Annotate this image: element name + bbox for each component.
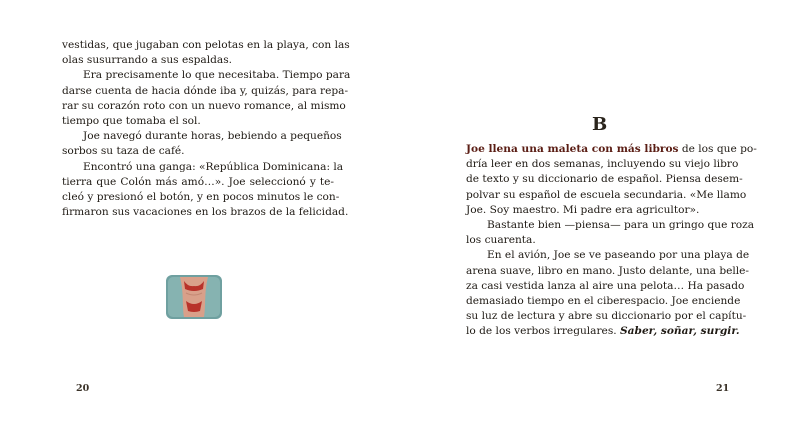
swimsuit-illustration: [164, 273, 224, 321]
text-line: de texto y su diccionario de español. Piensa desem-: [466, 173, 743, 186]
right-page: [400, 0, 800, 421]
left-page-text: [62, 38, 351, 220]
page-number: 20: [76, 383, 90, 394]
text-line: Joe. Soy maestro. Mi padre era agricultor».: [466, 203, 700, 216]
text-line: cleó y presionó el botón, y en pocos minutos le con-: [62, 191, 340, 204]
text-line: darse cuenta de hacia dónde iba y, quizás, para repa-: [62, 84, 349, 97]
page-number: 21: [716, 383, 730, 394]
text-line: polvar su español de escuela secundaria. «Me llamo: [466, 188, 747, 201]
text-line: su luz de lectura y abre su diccionario por el capítu-: [466, 310, 747, 323]
text-line: arena suave, libro en mano. Justo delante, una belle-: [466, 264, 750, 277]
text-line: olas susurrando a sus espaldas.: [62, 54, 233, 67]
text-line: En el avión, Joe se ve paseando por una playa de: [487, 249, 750, 262]
text-line: dría leer en dos semanas, incluyendo su viejo libro: [466, 158, 739, 171]
text-line: firmaron sus vacaciones en los brazos de la felicidad.: [62, 206, 349, 219]
text-line: sorbos su taza de café.: [62, 145, 185, 158]
right-page-text: [466, 142, 757, 340]
text-line: demasiado tiempo en el ciberespacio. Joe enciende: [466, 295, 741, 308]
text-line: tiempo que tomaba el sol.: [62, 115, 201, 128]
lead-phrase: Joe llena una maleta con más libros: [466, 143, 679, 155]
text-line: Bastante bien —piensa— para un gringo que roza: [487, 219, 755, 232]
text-line: Joe navegó durante horas, bebiendo a pequeños: [83, 130, 342, 143]
text-line: los cuarenta.: [466, 234, 536, 247]
section-letter: B: [592, 114, 608, 135]
emphasized-verbs: Saber, soñar, surgir.: [620, 325, 740, 338]
text-line: za casi vestida lanza al aire una pelota… Ha pasado: [466, 279, 745, 292]
text-fragment: de los que po-: [678, 143, 757, 155]
text-line: vestidas, que jugaban con pelotas en la playa, con las: [62, 39, 350, 51]
text-line: [466, 142, 757, 157]
text-line: rar su corazón roto con un nuevo romance, al mismo: [62, 99, 346, 112]
text-line: Era precisamente lo que necesitaba. Tiempo para: [83, 69, 351, 82]
text-line: [466, 324, 738, 339]
text-line: tierra que Colón más amó…». Joe seleccionó y te-: [62, 175, 334, 188]
text-line: Encontró una ganga: «República Dominicana: la: [83, 160, 344, 173]
text-fragment: lo de los verbos irregulares.: [466, 325, 621, 338]
